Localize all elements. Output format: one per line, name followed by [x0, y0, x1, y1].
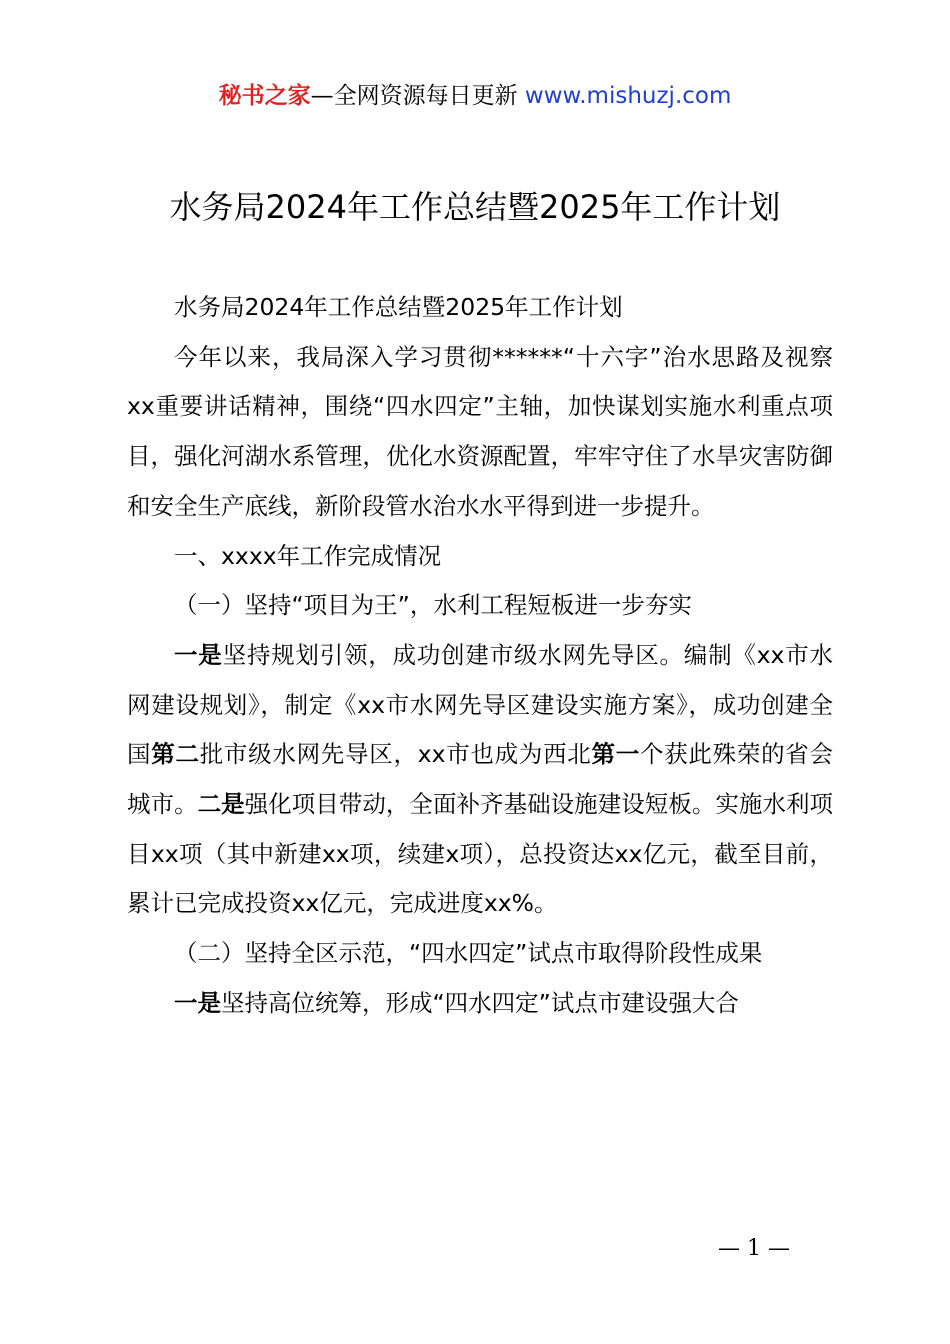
site-brand: 秘书之家: [218, 83, 311, 109]
text-run: 个获此殊荣的省会城市。: [127, 740, 834, 819]
document-title: 水务局2024年工作总结暨2025年工作计划: [169, 188, 781, 226]
bold-marker: 第二: [151, 740, 200, 769]
bold-marker: 第一: [591, 740, 640, 769]
paragraph-subtitle: 水务局2024年工作总结暨2025年工作计划: [174, 293, 623, 321]
document-body: [127, 283, 833, 1029]
site-header: [0, 80, 950, 112]
subsection-heading-2: （二）坚持全区示范，“四水四定”试点市取得阶段性成果: [174, 939, 763, 968]
site-url-link[interactable]: www.mishuzj.com: [524, 83, 732, 109]
bold-marker: 二是: [197, 790, 245, 819]
bold-marker: 一是: [174, 988, 221, 1017]
paragraph-intro: 今年以来，我局深入学习贯彻******“十六字”治水思路及视察xx重要讲话精神，围绕“四水四定”主轴，加快谋划实施水利重点项目，强化河湖水系管理，优化水资源配置，牢牢守住了水旱灾害防御和安全生产底线，新阶段管水治水水平得到进一步提升。: [127, 342, 833, 520]
paragraph-projects: [127, 631, 833, 929]
section-heading-1: 一、xxxx年工作完成情况: [174, 541, 442, 570]
site-tagline: —全网资源每日更新: [310, 83, 518, 109]
page-number: — 1 —: [718, 1236, 790, 1261]
text-run: 强化项目带动，全面补齐基础设施建设短板。实施水利项目xx项（其中新建xx项，续建x项），总投资达xx亿元，截至目前，累计已完成投资xx亿元，完成进度xx%。: [127, 790, 834, 918]
paragraph-coordination: [127, 979, 833, 1029]
bold-marker: 一是: [174, 640, 223, 669]
text-run: 坚持高位统筹，形成“四水四定”试点市建设强大合: [221, 988, 739, 1017]
text-run: 批市级水网先导区，xx市也成为西北: [199, 740, 592, 769]
text-run: 坚持规划引领，成功创建市级水网先导区。编制《xx市水网建设规划》，制定《xx市水网先导区建设实施方案》，成功创建全国: [127, 640, 833, 769]
subsection-heading-1: （一）坚持“项目为王”，水利工程短板进一步夯实: [174, 591, 692, 620]
